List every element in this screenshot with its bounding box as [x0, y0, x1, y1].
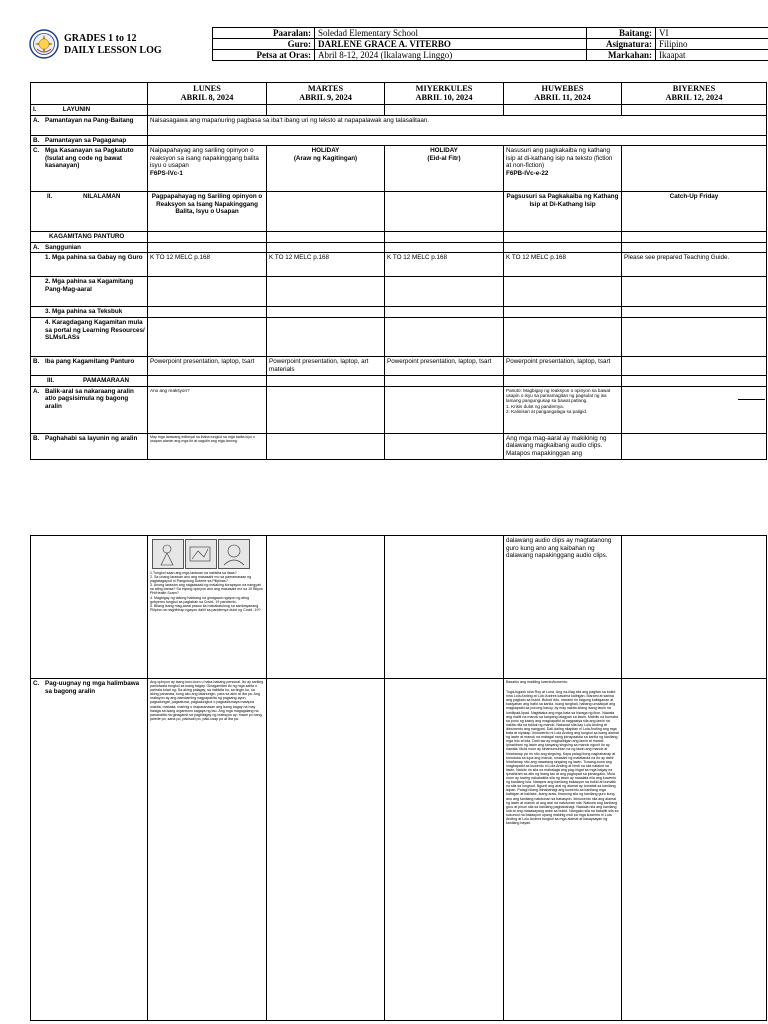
row-text: Pamantayan na Pang-Baitang [45, 116, 134, 124]
gabay-guro-miyerkules: K TO 12 MELC p.168 [385, 253, 504, 277]
panuto-item: 1. Krisis dulot ng pandemya. [506, 403, 564, 409]
section-title: LAYUNIN [62, 106, 91, 113]
kasanayan-martes [267, 146, 385, 192]
iba-pang-kagamitan-martes: Powerpoint presentation, laptop, art materials [267, 356, 385, 375]
row-letter: A. [33, 387, 40, 395]
paghahabi-miyerkules [385, 433, 504, 459]
paghahabi-martes-cont [267, 536, 385, 679]
row-text: Pamantayan sa Pagaganap [45, 136, 127, 144]
gabay-guro-huwebes: K TO 12 MELC p.168 [504, 253, 622, 277]
nilalaman-martes [267, 192, 385, 232]
baitang-label: Baitang: [587, 28, 656, 39]
kasanayan-label [31, 146, 148, 192]
row-letter: C. [33, 147, 40, 155]
row-text: Mga Kasanayan sa Pagkatuto (Isulat ang code ng bawat kasanayan) [45, 147, 134, 170]
day-date: ABRIL 12, 2024 [665, 93, 723, 102]
pag-uugnay-miyerkules [385, 679, 504, 1021]
lesson-log-table-continued [30, 535, 767, 1021]
kasanayan-biyernes [622, 146, 767, 192]
row-text: Pag-uugnay ng mga halimbawa sa bagong aralin [45, 680, 140, 695]
question-list [150, 571, 264, 612]
lesson-log-table [30, 82, 767, 460]
kasanayan-text: Naipapahayag ang sariling opinyon o reaksyon sa isang napakinggang balita isyu o usapan [150, 147, 259, 170]
guro-label: Guro: [213, 39, 315, 50]
pamantayan-pagaganap-content [148, 135, 767, 146]
pag-uugnay-martes [267, 679, 385, 1021]
day-name: LUNES [193, 84, 221, 93]
gabay-guro-martes: K TO 12 MELC p.168 [267, 253, 385, 277]
document-title [64, 33, 162, 57]
day-header-lunes [148, 83, 267, 105]
teksbuk-label: 3. Mga pahina sa Teksbuk [31, 307, 148, 318]
row-letter: A. [33, 243, 40, 251]
balik-aral-huwebes [504, 386, 622, 433]
pamantayan-pagaganap-label [31, 135, 148, 146]
paghahabi-miyerkules-cont [385, 536, 504, 679]
sanggunian-label [31, 242, 148, 253]
story-text: Tuga-tugaok sina Roy at Luna. Ang na-iilag sila ang pagitan sa bukid nina Lola Anding at Lolo Andres kasama kaibigan. Marami at sariwa ang pagkain sa bukid. Bukod dito, marami rin bagong kaibiganan at kasiyahan ang hatid sa kanila. Isang tanghali, habang umaakyat ang magkapatid sa punong kasoy, ay may nakita silang isang lawin na lumilipad-lipad. Nagtataka ang mga bata sa hiwaga ng ibon. Nawala ang maliit na manok sa kanyang lalagyan sa lawin. Mabilis na bumaba sa puno ng kasoy ang magkapatid at nagpasiya sila ang lawin na nakita nila sa tuktok ng manok. Nakauwi sila kay Lola Anding at ikinuwento ang nangyari. Dali-daling nilapitan ni Lola Anding ang mga bata at niyakap. Ikinuwento ni Lola Anding ang tungkol sa isang alamat ng lawin at manok na matagal nang ipinapaalala sa kanila ng kanilang mga lolo at lola. Dati raw ay magkaibigan ang lawin at manok. Ipinahiram ng lawin ang kanyang singsing sa manok ngunit ito ay nawala. Mula noon ay kinamumuhian na ng lawin ang manok at hinahanap pa rin nito ang singsing. Kaya palagi itong naghahanap at tumutuka sa lupa ang manok, sinasabi ng matatanda na ito ay dahil hinahanap nito ang nawalang singsing ng lawin. Tuwang-tuwa ang magkapatid sa kuwento ni Lola Anding at hindi na sila natakot sa lawin. Natuto rin sila na mahalaga ang pag-iingat sa mga bagay na ipinahiram sa atin ng ibang tao at ang pagtupad sa ipinangako. Mula noon ay tuwing nakakakita sila ng lawin ay naaalala nila ang kuwento ng kanilang lola. Natapos ang kanilang bakasyon sa bukid at bumalik na sila sa lungsod. Ngunit ang aral ng alamat ay tumatak sa kanilang isipan. Palagi nilang ibinabahagi ang kuwento sa kanilang mga kaibigan at kaklase. Isang araw, tinanong sila ng kanilang guro kung ano ang kanilang natutunan sa bakasyon. Ikinuwento nila ang alamat ng lawin at manok at ang aral na natutunan nila. Natuwa ang kanilang guro at pinuri sila sa kanilang pagbabahagi. Naalala nila ang kanilang lola at ang masasayang araw sa bukid. Nangako sila na babalik sila sa susunod na bakasyon upang makinig muli sa mga kuwento ni Lola Anding at Lolo Andres tungkol sa mga alamat at kasaysayan ng kanilang bayan. [506, 690, 619, 826]
kagamitan-heading: KAGAMITANG PANTURO [31, 232, 148, 243]
pag-uugnay-huwebes [504, 679, 622, 1021]
pamantayan-baitang-label [31, 115, 148, 135]
kasanayan-miyerkules [385, 146, 504, 192]
gabay-guro-biyernes: Please see prepared Teaching Guide. [622, 253, 767, 277]
day-name: HUWEBES [541, 84, 584, 93]
day-date: ABRIL 9, 2024 [299, 93, 352, 102]
section-title: NILALAMAN [83, 193, 121, 201]
markahan-label: Markahan: [587, 50, 656, 61]
iba-pang-kagamitan-miyerkules: Powerpoint presentation, laptop, tsart [385, 356, 504, 375]
holiday-label: HOLIDAY [311, 147, 340, 155]
panuto-text: Panuto: Magbigay ng reaksyon o opinyon sa bawat usapin o isyu sa pamamagitan ng pagsulat ng isa lamang pangungusap sa bawat patlang. [506, 387, 611, 404]
paghahabi-label [31, 433, 148, 459]
kasanayan-code: F6PB-IVc-e-22 [506, 169, 549, 177]
gabay-guro-label: 1. Mga pahina sa Gabay ng Guro [31, 253, 148, 277]
karagdagang-kagamitan-label: 4. Karagdagang Kagamitan mula sa portal ng Learning Resources/ SLMs/LASs [31, 317, 148, 356]
paaralan-value: Soledad Elementary School [315, 28, 587, 39]
guro-value: DARLENE GRACE A. VITERBO [315, 39, 587, 50]
pamamaraan-heading [31, 375, 148, 386]
balik-aral-biyernes [622, 386, 767, 433]
pamantayan-baitang-content: Naisasagawa ang mapanuring pagbasa sa iba't ibang uri ng teksto at napapalawak ang talasalitaan. [148, 115, 767, 135]
kasanayan-text: Nasusuri ang pagkakaiba ng kathang isip at di-kathang isip na teksto (fiction at non-fiction) [506, 147, 613, 170]
row-text: Paghahabi sa layunin ng aralin [45, 434, 138, 442]
nilalaman-label [31, 192, 148, 232]
pag-uugnay-biyernes [622, 679, 767, 1021]
nilalaman-lunes: Pagpapahayag ng Sariling opinyon o Reaksyon sa Isang Napakinggang Balita, Isyu o Usapan [148, 192, 267, 232]
list-item: 4. Magbigay ng tatlong hakbang na ginagawa ngayon ng ating gobyerno tungkol sa paglaban sa Covid- 19 pandemic. [150, 595, 250, 604]
day-header-huwebes [504, 83, 622, 105]
row-letter: A. [33, 116, 40, 124]
asignatura-label: Asignatura: [587, 39, 656, 50]
iba-pang-kagamitan-label [31, 356, 148, 375]
day-date: ABRIL 10, 2024 [415, 93, 473, 102]
list-item: 5. Bilang isang mag-aaral paano ka makakatulong sa sambayanang Pilipino na naghihirap ngayon dahil sa pandemya dulot ng Covid -19? [150, 603, 261, 612]
document-header [29, 27, 768, 67]
list-item: 3. Anong larawan ang nagsasaad ng malaking korapsyon na nangyari sa ating bansa? Sa inyong opinyon ano ang masasabi mo sa 10 Bilyon PhilHealth Scam? [150, 583, 263, 596]
kasanayan-huwebes [504, 146, 622, 192]
editorial-cartoons-image [152, 539, 252, 569]
baitang-value: VI [656, 28, 768, 39]
panuto-item: 2. Kalinisan at pangangalaga sa paligid. [506, 409, 588, 415]
nilalaman-miyerkules [385, 192, 504, 232]
paghahabi-lunes-cont [148, 536, 267, 679]
row-text: Sanggunian [45, 243, 82, 251]
paghahabi-lunes: May mga larawang editoryal sa ibaba tungkol sa mga balita isyu o usapan alamin ang mga ito at sagutin ang mga tanong. [148, 433, 267, 459]
row-letter: B. [33, 136, 40, 144]
day-date: ABRIL 11, 2024 [534, 93, 591, 102]
row-text: Iba pang Kagamitang Panturo [45, 357, 135, 365]
pag-uugnay-label [31, 679, 148, 1021]
kagamitang-pang-mag-aaral-label: 2. Mga pahina sa Kagamitang Pang-Mag-aaral [31, 277, 148, 307]
day-header-biyernes [622, 83, 767, 105]
iba-pang-kagamitan-huwebes: Powerpoint presentation, laptop, tsart [504, 356, 622, 375]
section-number: I. [33, 106, 37, 113]
document-title-grades: GRADES 1 to 12 [64, 33, 137, 44]
deped-seal-icon [29, 29, 59, 59]
paghahabi-biyernes [622, 433, 767, 459]
nilalaman-huwebes: Pagsusuri sa Pagkakaiba ng Kathang Isip at Di-Kathang Isip [504, 192, 622, 232]
nilalaman-biyernes: Catch-Up Friday [622, 192, 767, 232]
gabay-guro-lunes: K TO 12 MELC p.168 [148, 253, 267, 277]
markahan-value: Ikaapat [656, 50, 768, 61]
school-info-table [212, 27, 768, 61]
row-letter: B. [33, 434, 40, 442]
story-title: Basahin ang maikling kwento/kuwento: [506, 680, 568, 684]
iba-pang-kagamitan-lunes: Powerpoint presentation, laptop, tsart [148, 356, 267, 375]
row-letter: B. [33, 357, 40, 365]
asignatura-value: Filipino [656, 39, 768, 50]
petsa-label: Petsa at Oras: [213, 50, 315, 61]
kasanayan-code: F6PS-IVc-1 [150, 169, 183, 177]
kasanayan-lunes [148, 146, 267, 192]
holiday-name: (Araw ng Kagitingan) [293, 154, 358, 162]
paghahabi-martes [267, 433, 385, 459]
list-item: 2. Sa unang larawan ano ang masasabi mo sa pamamaraan ng pagtatagayod ni Pangulong Duterte sa Pilipinas? [150, 575, 252, 584]
layunin-heading [31, 105, 148, 116]
iba-pang-kagamitan-biyernes [622, 356, 767, 375]
paghahabi-huwebes-cont: dalawang audio clips ay magtatanong guro kung ano ang kaibahan ng dalawang napakinggang audio clips. [504, 536, 622, 679]
balik-aral-label [31, 386, 148, 433]
paghahabi-huwebes: Ang mga mag-aaral ay makikinig ng dalawang magkaibang audio clips. Matapos mapakinggan ang [504, 433, 622, 459]
section-number: II. [47, 193, 53, 201]
paghahabi-biyernes-cont [622, 536, 767, 679]
day-header-miyerkules [385, 83, 504, 105]
section-number: III. [47, 376, 54, 384]
pag-uugnay-lunes: Ang opinyon ay isang kuro-kuro o haka-hakang personal. Ito ay sariling paniniwala tungkol sa isang bagay. Ginagamitan ito ng mga salita o parirala tulad ng: Sa aking palagay, sa nakikita ko, sa tingin ko, sa aking pananaw, kung ako ang tatanungin, para sa akin at iba pa. Ang reaksyon ay ang damdaming nagpapakita ng pagsang-ayon, pagsalungat, pagkatuwa, pagkalungkot o pagkadismaya matapos makita, mabasa, marinig o maparanasan ang isang bagay na may halaga sa isang organismo kagaya ng tao. Ang mga magagalang na pananalita na ginagamit sa pagbibigay ng reaksyon ay: maari po bang, pwede po, sana po, pakisabi po, paki-usap po at iba pa. [148, 679, 267, 1021]
day-date: ABRIL 8, 2024 [180, 93, 234, 102]
petsa-value: Abril 8-12, 2024 (Ikalawang Linggo) [315, 50, 587, 61]
day-name: BIYERNES [672, 84, 716, 93]
blank-corner-cell [31, 83, 148, 105]
paghahabi-label-cont [31, 536, 148, 679]
list-item: 1.Tungkol saan ang mga larawan na nakikita sa itaas? [150, 571, 237, 575]
holiday-label: HOLIDAY [430, 147, 458, 155]
balik-aral-martes [267, 386, 385, 433]
balik-aral-miyerkules [385, 386, 504, 433]
balik-aral-lunes: Ano ang reaksyon? [148, 386, 267, 433]
day-name: MARTES [307, 84, 344, 93]
divider-line [738, 399, 765, 400]
day-header-martes [267, 83, 385, 105]
paaralan-label: Paaralan: [213, 28, 315, 39]
row-text: Balik-aral sa nakaraang aralin at/o pagsisimula ng bagong aralin [45, 387, 134, 410]
holiday-name: (Eid-al Fitr) [427, 154, 461, 162]
section-title: PAMAMARAAN [83, 376, 130, 384]
row-letter: C. [33, 680, 40, 687]
document-title-dll: DAILY LESSON LOG [64, 45, 162, 56]
day-name: MIYERKULES [415, 84, 473, 93]
